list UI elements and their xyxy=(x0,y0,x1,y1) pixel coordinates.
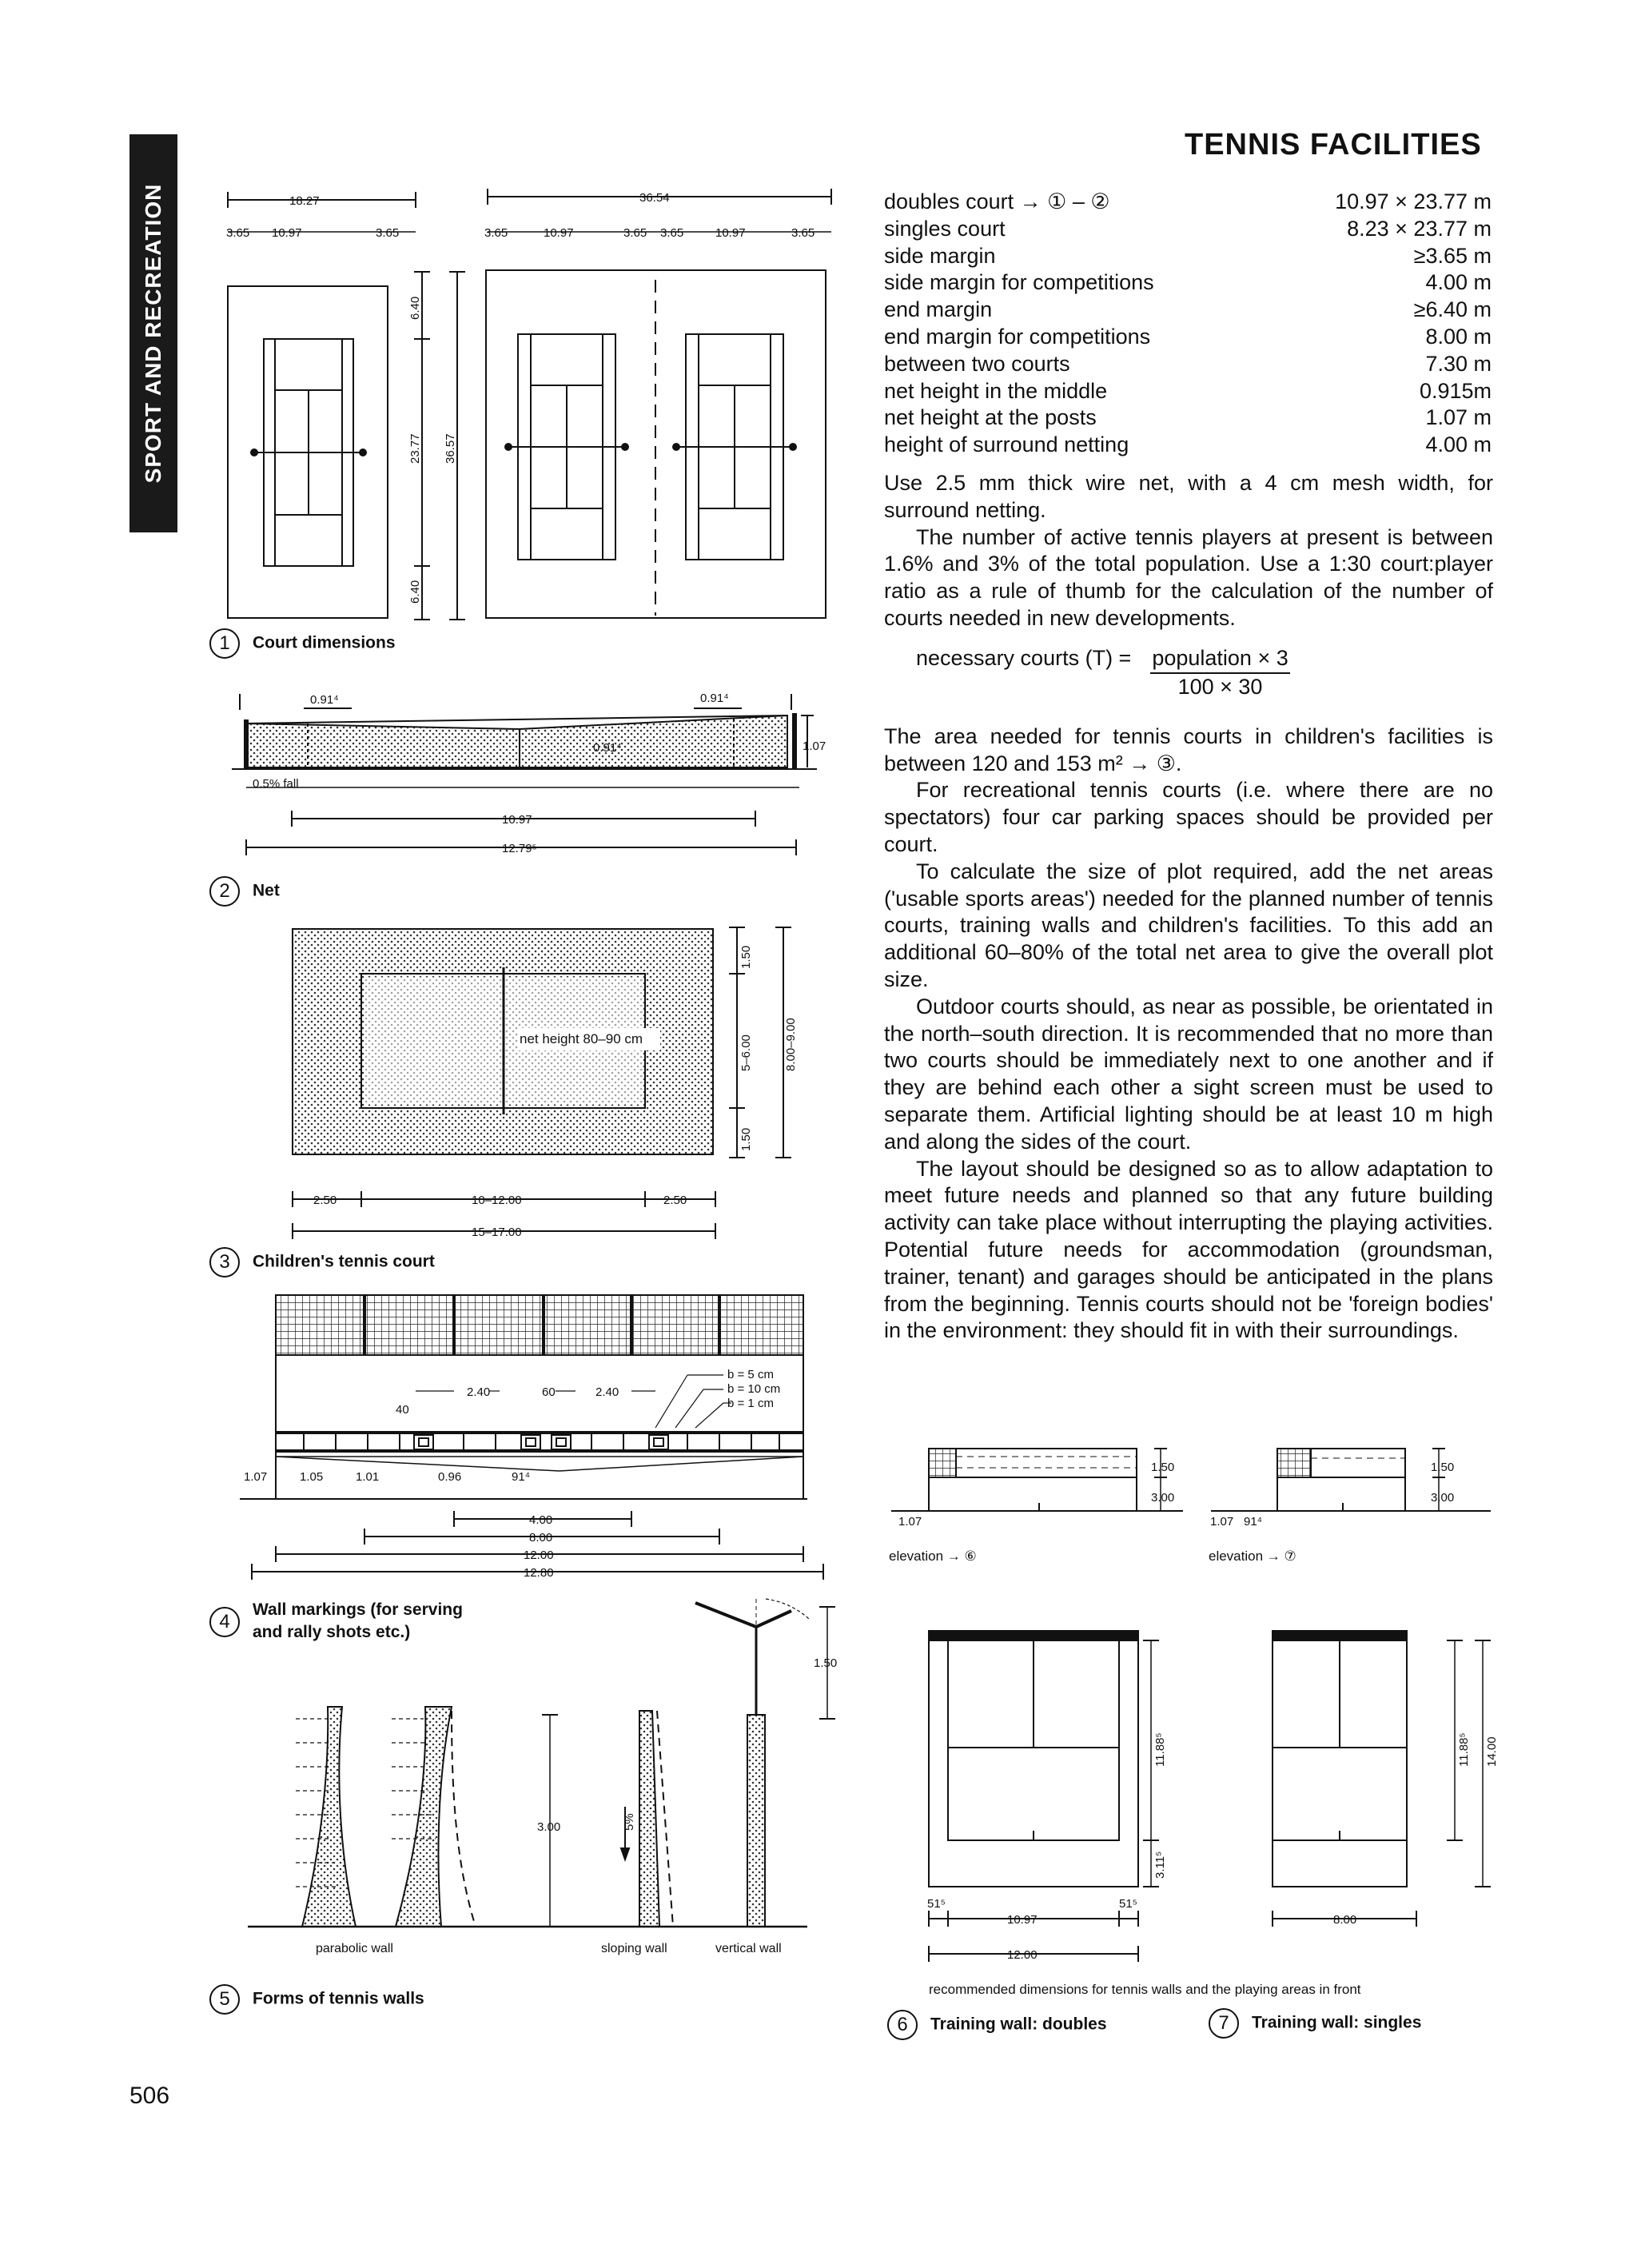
paragraph: The number of active tennis players at present is between 1.6% and 3% of the total population. Use a 1:30 court:player ratio as a rule of thumb for the calculation of the number of courts needed in new developments. xyxy=(884,524,1493,630)
svg-text:1.50: 1.50 xyxy=(1431,1461,1455,1474)
svg-text:10.97: 10.97 xyxy=(502,813,532,827)
figure-2-net xyxy=(232,694,817,855)
figure-4-caption: 4 Wall markings (for serving and rally shots etc.) xyxy=(209,1599,463,1644)
svg-text:b = 1 cm: b = 1 cm xyxy=(727,1397,774,1410)
figure-5-caption: 5 Forms of tennis walls xyxy=(209,1984,424,2015)
svg-text:10.97: 10.97 xyxy=(272,226,302,240)
svg-text:elevation → ⑦: elevation → ⑦ xyxy=(1209,1549,1296,1564)
svg-text:6.40: 6.40 xyxy=(408,296,422,320)
svg-text:b = 5 cm: b = 5 cm xyxy=(727,1368,774,1381)
svg-text:3.11⁵: 3.11⁵ xyxy=(1153,1851,1167,1879)
training-wall-note: recommended dimensions for tennis walls and the playing areas in front xyxy=(929,1982,1361,1997)
svg-text:parabolic wall: parabolic wall xyxy=(316,1942,393,1955)
svg-text:23.77: 23.77 xyxy=(408,433,422,464)
svg-text:0.91⁴: 0.91⁴ xyxy=(700,692,729,705)
section-tab-label: SPORT AND RECREATION xyxy=(141,183,165,484)
formula-label: necessary courts (T) = xyxy=(916,645,1132,670)
svg-text:2.50: 2.50 xyxy=(663,1194,687,1207)
svg-text:10.97: 10.97 xyxy=(1007,1913,1038,1927)
svg-text:1.50: 1.50 xyxy=(739,1127,753,1151)
svg-text:91⁴: 91⁴ xyxy=(1244,1515,1263,1529)
svg-text:51⁵: 51⁵ xyxy=(927,1897,946,1911)
svg-text:8.00: 8.00 xyxy=(1333,1913,1357,1927)
figure-3-caption: 3 Children's tennis court xyxy=(209,1247,435,1277)
svg-text:3.00: 3.00 xyxy=(1431,1491,1455,1505)
svg-text:1.50: 1.50 xyxy=(739,945,753,969)
svg-text:6.40: 6.40 xyxy=(408,580,422,604)
svg-text:18.27: 18.27 xyxy=(289,194,320,208)
spec-row: height of surround netting 4.00 m xyxy=(884,432,1492,457)
figure-6-training-wall-doubles xyxy=(929,1631,1159,1962)
paragraph: To calculate the size of plot required, add the net areas ('usable sports areas') needed for the planned number of tennis courts, training walls and children's facilities. To this add an additional 60–80% of the total net area to give the overall plot size. xyxy=(884,859,1493,991)
svg-text:3.00: 3.00 xyxy=(1151,1491,1175,1505)
svg-text:10.97: 10.97 xyxy=(544,226,574,240)
svg-text:vertical wall: vertical wall xyxy=(715,1942,782,1955)
svg-text:36.54: 36.54 xyxy=(639,191,670,205)
svg-text:12.80: 12.80 xyxy=(524,1566,554,1580)
svg-text:5%: 5% xyxy=(623,1813,636,1831)
figure-4-labels xyxy=(244,1368,780,1580)
figure-1-dim-labels xyxy=(226,191,815,604)
svg-text:40: 40 xyxy=(396,1403,409,1417)
formula-denominator: 100 × 30 xyxy=(1177,674,1263,699)
figure-7-training-wall-singles xyxy=(1273,1631,1491,1927)
paragraph: Use 2.5 mm thick wire net, with a 4 cm mesh width, for surround netting. xyxy=(884,471,1493,522)
svg-text:1.07: 1.07 xyxy=(898,1515,922,1529)
svg-text:3.65: 3.65 xyxy=(376,226,400,240)
svg-text:11.88⁵: 11.88⁵ xyxy=(1153,1732,1167,1767)
svg-text:1.07: 1.07 xyxy=(244,1470,268,1484)
figure-6-caption: 6 Training wall: doubles xyxy=(887,2010,1107,2040)
svg-text:12.00: 12.00 xyxy=(1007,1948,1038,1962)
spec-row: doubles court → ① – ② 10.97 × 23.77 m xyxy=(884,189,1492,213)
spec-row: singles court 8.23 × 23.77 m xyxy=(884,216,1492,241)
svg-text:15–17.00: 15–17.00 xyxy=(472,1226,522,1239)
paragraph: For recreational tennis courts (i.e. where there are no spectators) four car parking spaces should be provided per court. xyxy=(884,778,1493,856)
spec-row: side margin for competitions 4.00 m xyxy=(884,270,1492,295)
svg-text:0.91⁴: 0.91⁴ xyxy=(310,693,339,707)
svg-text:8.00: 8.00 xyxy=(529,1531,553,1545)
formula-numerator: population × 3 xyxy=(1150,645,1289,674)
svg-text:1.07: 1.07 xyxy=(1210,1515,1234,1529)
svg-text:14.00: 14.00 xyxy=(1485,1736,1499,1767)
figure-1-court-dimensions xyxy=(228,189,831,620)
svg-text:3.00: 3.00 xyxy=(537,1820,561,1834)
svg-text:12.79⁵: 12.79⁵ xyxy=(502,842,537,855)
figure-7-caption: 7 Training wall: singles xyxy=(1209,2008,1421,2039)
svg-text:3.65: 3.65 xyxy=(623,226,647,240)
svg-text:sloping wall: sloping wall xyxy=(601,1942,667,1955)
svg-text:1.07: 1.07 xyxy=(803,739,826,753)
svg-text:0.91⁴: 0.91⁴ xyxy=(593,741,622,755)
svg-text:0.96: 0.96 xyxy=(438,1470,462,1484)
spec-row: end margin ≥6.40 m xyxy=(884,297,1492,322)
svg-text:12.00: 12.00 xyxy=(524,1549,554,1562)
svg-text:0.5% fall: 0.5% fall xyxy=(253,777,299,791)
svg-text:2.50: 2.50 xyxy=(313,1194,337,1207)
svg-text:51⁵: 51⁵ xyxy=(1119,1897,1137,1911)
svg-text:11.88⁵: 11.88⁵ xyxy=(1457,1732,1471,1767)
svg-text:1.50: 1.50 xyxy=(1151,1461,1175,1474)
paragraph: Outdoor courts should, as near as possible, be orientated in the north–south direction. It is recommended that no more than two courts should be immediately next to one another and if they are behind each other a sight screen must be used to separate them. Artificial lighting should be at least 10 m high and along the sides of the court. xyxy=(884,994,1493,1154)
figure-3-childrens-court xyxy=(293,927,791,1239)
page-title: TENNIS FACILITIES xyxy=(1185,128,1482,161)
svg-text:1.50: 1.50 xyxy=(814,1656,838,1670)
paragraph: The layout should be designed so as to allow adaptation to meet future needs and planned so that any future building activity can take place without interrupting the playing activities. Potential future needs for accommodation (groundsman, trainer, tenant) and garages should be anticipated in the plans from the beginning. Tennis courts should not be 'foreign bodies' in the environment: they should fit in with their surroundings. xyxy=(884,1156,1493,1343)
svg-text:3.65: 3.65 xyxy=(226,226,250,240)
svg-text:2.40: 2.40 xyxy=(595,1385,619,1399)
figure-2-caption: 2 Net xyxy=(209,876,280,907)
spec-row: net height at the posts 1.07 m xyxy=(884,405,1492,430)
spec-row: net height in the middle 0.915m xyxy=(884,378,1492,403)
svg-text:elevation → ⑥: elevation → ⑥ xyxy=(889,1549,977,1564)
svg-text:3.65: 3.65 xyxy=(791,226,815,240)
svg-text:1.05: 1.05 xyxy=(300,1470,324,1484)
spec-row: between two courts 7.30 m xyxy=(884,351,1492,376)
elevation-6 xyxy=(891,1449,1183,1511)
figure-6-labels xyxy=(927,1732,1167,1962)
figure-7-labels xyxy=(1333,1732,1499,1927)
figure-5-wall-forms xyxy=(248,1599,838,1927)
svg-text:4.00: 4.00 xyxy=(529,1513,553,1527)
paragraph: The area needed for tennis courts in children's facilities is between 120 and 153 m² → ③. xyxy=(884,723,1493,775)
svg-text:5–6.00: 5–6.00 xyxy=(739,1034,753,1071)
svg-text:10.97: 10.97 xyxy=(715,226,746,240)
figure-1-caption: 1 Court dimensions xyxy=(209,628,396,659)
svg-text:b = 10 cm: b = 10 cm xyxy=(727,1382,781,1396)
svg-text:1.01: 1.01 xyxy=(356,1470,380,1484)
svg-text:60: 60 xyxy=(542,1385,556,1399)
spec-row: side margin ≥3.65 m xyxy=(884,243,1492,268)
svg-text:91⁴: 91⁴ xyxy=(512,1470,531,1484)
svg-text:8.00–9.00: 8.00–9.00 xyxy=(784,1018,798,1071)
svg-text:2.40: 2.40 xyxy=(467,1385,491,1399)
svg-text:3.65: 3.65 xyxy=(660,226,684,240)
svg-text:10–12.00: 10–12.00 xyxy=(472,1194,522,1207)
svg-text:3.65: 3.65 xyxy=(484,226,508,240)
svg-text:36.57: 36.57 xyxy=(444,433,457,464)
svg-text:net height 80–90 cm: net height 80–90 cm xyxy=(520,1031,643,1046)
page-number: 506 xyxy=(129,2083,170,2109)
spec-row: end margin for competitions 8.00 m xyxy=(884,324,1492,349)
